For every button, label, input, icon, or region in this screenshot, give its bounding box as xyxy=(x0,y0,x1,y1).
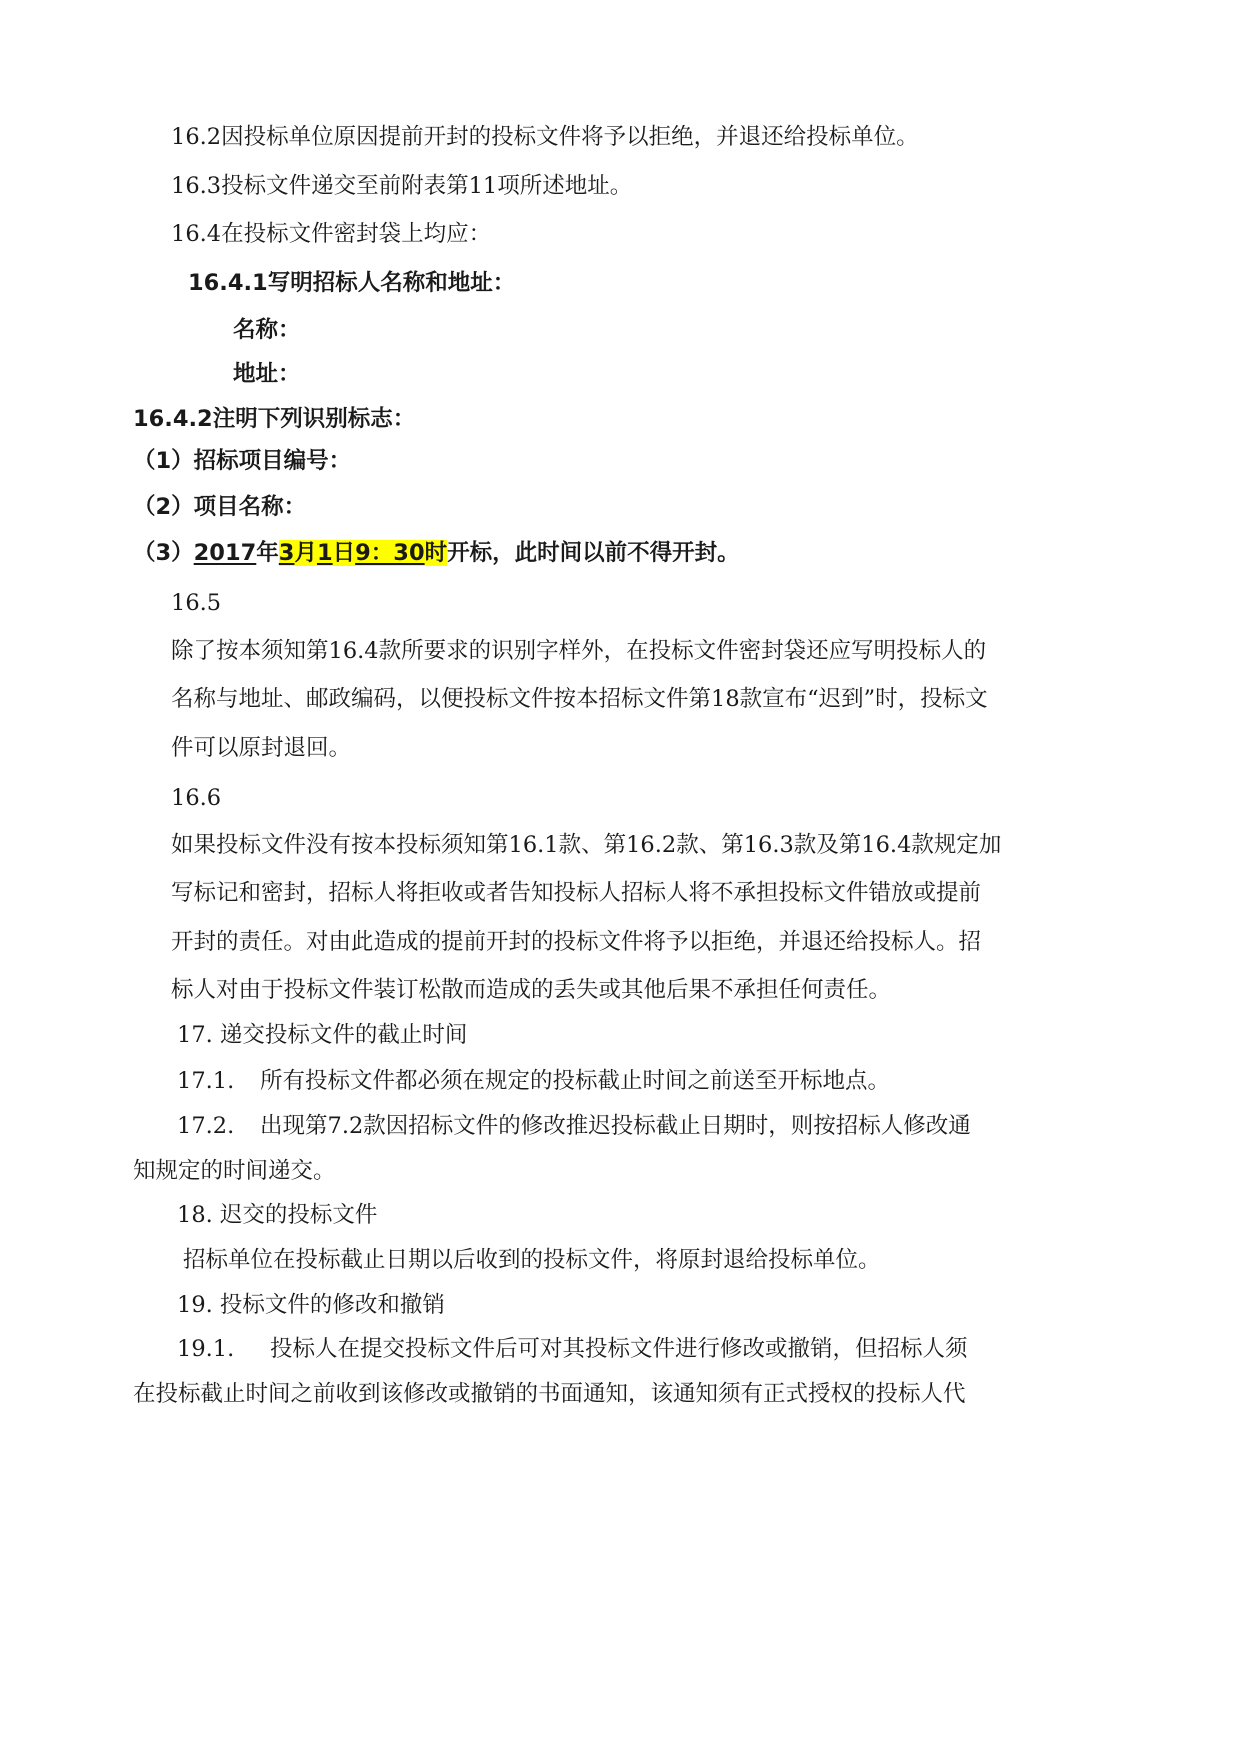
clause-19-1-text: 投标人在提交投标文件后可对其投标文件进行修改或撤销，但招标人须 xyxy=(270,1336,968,1362)
clause-17-1-text: 所有投标文件都必须在规定的投标截止时间之前送至开标地点。 xyxy=(260,1068,891,1094)
clause-16-2: 16.2因投标单位原因提前开封的投标文件将予以拒绝，并退还给投标单位。 xyxy=(171,124,919,150)
clause-16-4: 16.4在投标文件密封袋上均应： xyxy=(171,221,492,247)
section-17-heading: 17. 递交投标文件的截止时间 xyxy=(177,1022,468,1048)
opening-time: 9：30 xyxy=(355,540,425,566)
clause-17-2-line-2: 知规定的时间递交。 xyxy=(133,1158,336,1184)
name-label: 名称： xyxy=(233,317,301,343)
clause-16-5-line-3: 件可以原封退回。 xyxy=(171,735,352,761)
item-opening-time xyxy=(133,538,740,568)
clause-16-6-line-4: 标人对由于投标文件装订松散而造成的丢失或其他后果不承担任何责任。 xyxy=(171,977,892,1003)
clause-16-6-line-2: 写标记和密封，招标人将拒收或者告知投标人招标人将不承担投标文件错放或提前 xyxy=(171,880,982,906)
clause-17-1 xyxy=(177,1066,890,1096)
item-opening-prefix: （3） xyxy=(133,540,194,566)
opening-suffix: 开标，此时间以前不得开封。 xyxy=(447,540,740,566)
opening-year-unit: 年 xyxy=(256,540,279,566)
address-label: 地址： xyxy=(233,361,301,387)
clause-17-2-text: 出现第7.2款因招标文件的修改推迟投标截止日期时，则按招标人修改通 xyxy=(260,1113,971,1139)
opening-time-unit: 时 xyxy=(424,540,448,566)
opening-year: 2017 xyxy=(193,540,257,566)
clause-19-1 xyxy=(177,1334,968,1364)
clause-17-1-number: 17.1. xyxy=(177,1068,235,1094)
section-18-text: 招标单位在投标截止日期以后收到的投标文件，将原封退给投标单位。 xyxy=(183,1247,881,1273)
section-19-heading: 19. 投标文件的修改和撤销 xyxy=(177,1292,445,1318)
clause-16-4-2: 16.4.2注明下列识别标志： xyxy=(133,406,416,432)
clause-16-6-line-1: 如果投标文件没有按本投标须知第16.1款、第16.2款、第16.3款及第16.4款规定加 xyxy=(171,832,1002,858)
item-project-name: （2）项目名称： xyxy=(133,494,307,520)
clause-19-1-line-2: 在投标截止时间之前收到该修改或撤销的书面通知，该通知须有正式授权的投标人代 xyxy=(133,1381,966,1407)
opening-day: 1 xyxy=(316,540,333,566)
clause-16-5-line-2: 名称与地址、邮政编码，以便投标文件按本招标文件第18款宣布“迟到”时，投标文 xyxy=(171,686,988,712)
clause-16-4-1: 16.4.1写明招标人名称和地址： xyxy=(188,270,516,296)
opening-date-highlight xyxy=(279,540,447,566)
clause-16-5-line-1: 除了按本须知第16.4款所要求的识别字样外，在投标文件密封袋还应写明投标人的 xyxy=(171,638,987,664)
clause-17-2-number: 17.2. xyxy=(177,1113,235,1139)
clause-17-2 xyxy=(177,1111,971,1141)
clause-19-1-number: 19.1. xyxy=(177,1336,235,1362)
opening-day-unit: 日 xyxy=(332,540,356,566)
clause-16-6-number: 16.6 xyxy=(171,785,222,811)
clause-16-6-line-3: 开封的责任。对由此造成的提前开封的投标文件将予以拒绝，并退还给投标人。招 xyxy=(171,929,982,955)
item-project-number: （1）招标项目编号： xyxy=(133,448,352,474)
clause-16-5-number: 16.5 xyxy=(171,590,222,616)
section-18-heading: 18. 迟交的投标文件 xyxy=(177,1202,378,1228)
clause-16-3: 16.3投标文件递交至前附表第11项所述地址。 xyxy=(171,173,633,199)
opening-month-unit: 月 xyxy=(294,540,317,566)
opening-month: 3 xyxy=(278,540,295,566)
